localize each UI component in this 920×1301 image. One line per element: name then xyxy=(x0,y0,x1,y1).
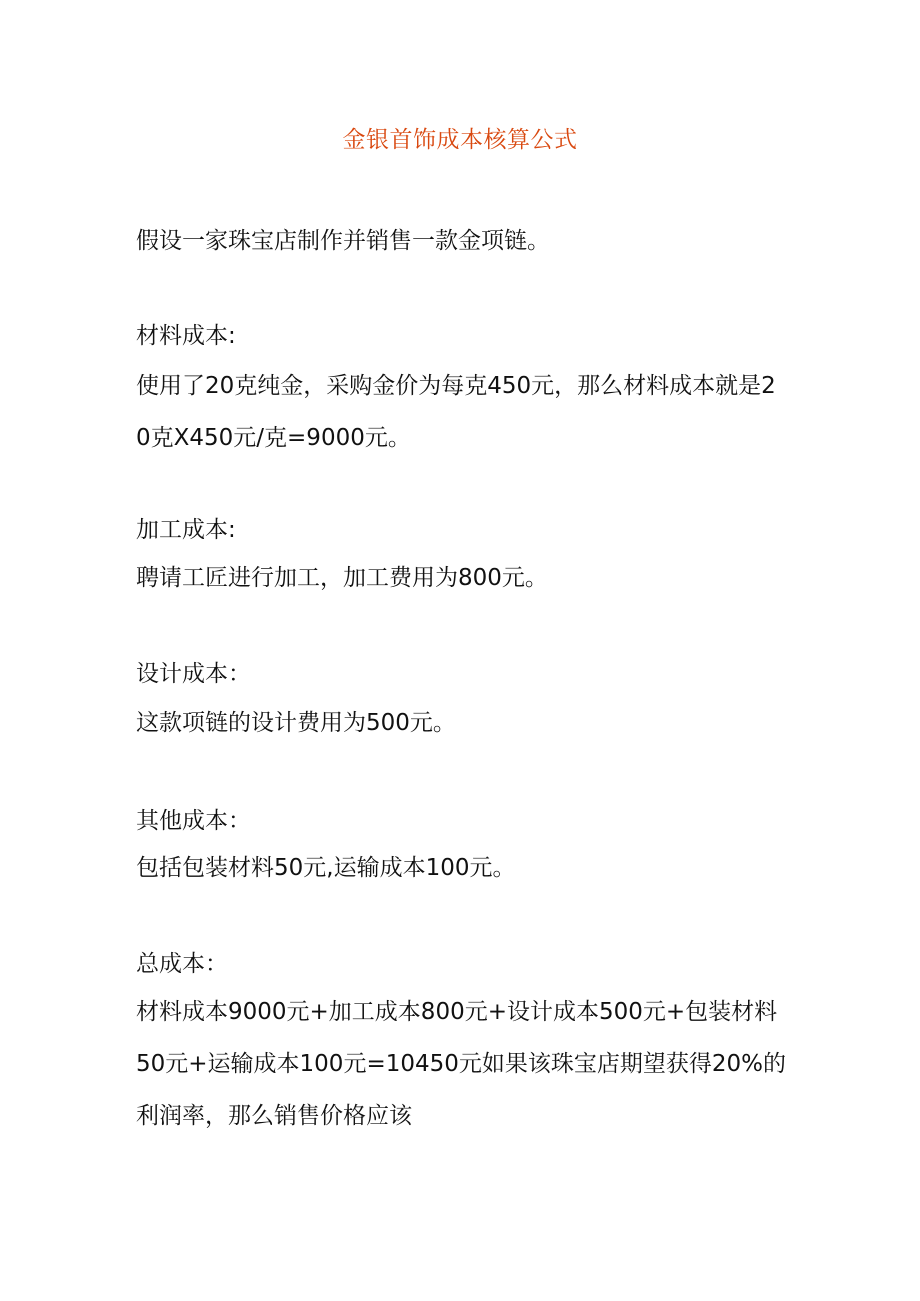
other-cost-heading: 其他成本： xyxy=(136,808,251,834)
total-cost-body: 材料成本9000元+加工成本800元+设计成本500元+包装材料50元+运输成本100元=10450元如果该珠宝店期望获得20%的利润率，那么销售价格应该 xyxy=(136,999,786,1129)
other-cost-body: 包括包装材料50元,运输成本100元。 xyxy=(136,855,516,881)
design-cost-heading: 设计成本： xyxy=(136,661,251,687)
material-cost-body: 使用了20克纯金，采购金价为每克450元，那么材料成本就是20克X450元/克=9000元。 xyxy=(136,373,776,451)
document-title: 金银首饰成本核算公式 xyxy=(342,127,578,153)
intro-paragraph: 假设一家珠宝店制作并销售一款金项链。 xyxy=(136,228,550,254)
design-cost-body: 这款项链的设计费用为500元。 xyxy=(136,710,456,736)
total-cost-heading: 总成本： xyxy=(136,951,228,977)
processing-cost-heading: 加工成本: xyxy=(136,517,236,543)
material-cost-heading: 材料成本: xyxy=(136,323,236,349)
processing-cost-body: 聘请工匠进行加工，加工费用为800元。 xyxy=(136,565,548,591)
